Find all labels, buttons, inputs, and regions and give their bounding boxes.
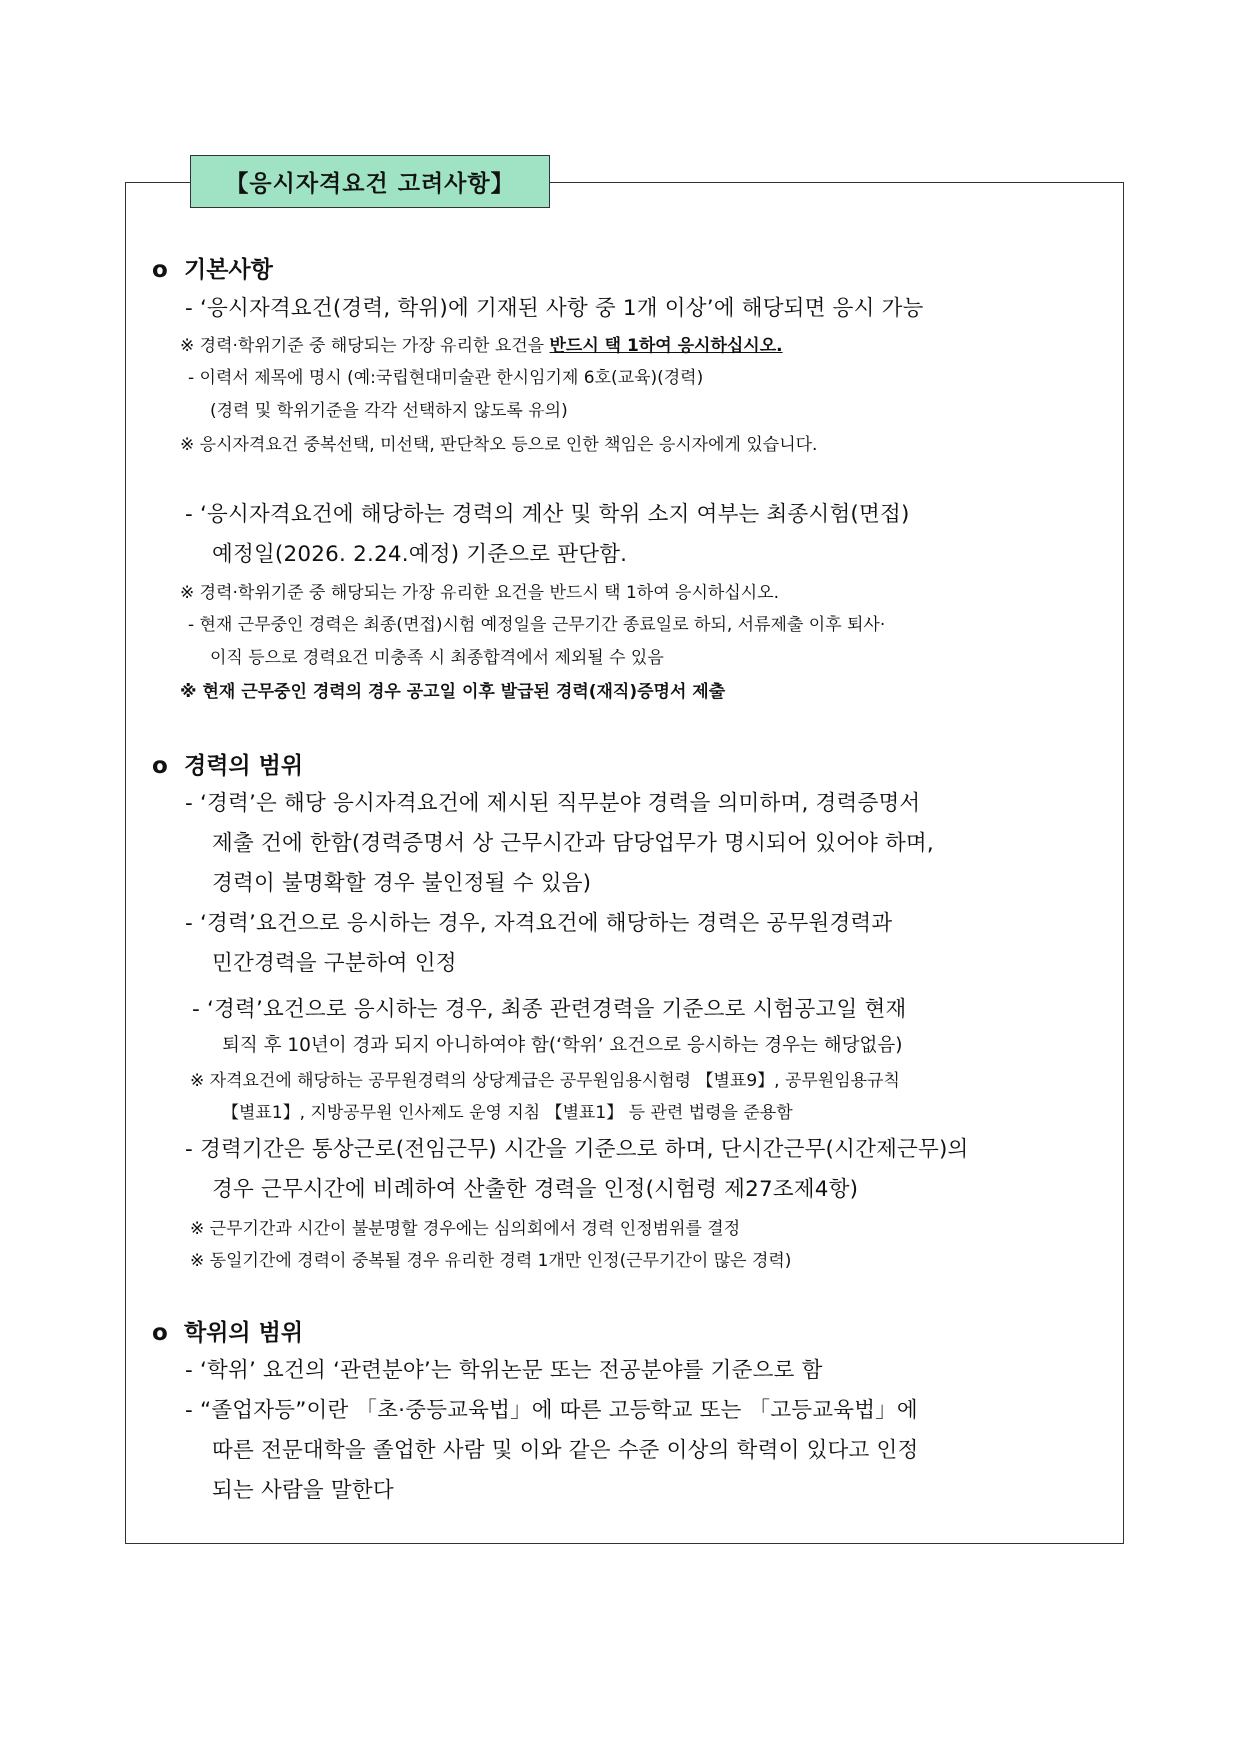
section-heading-degree	[152, 1314, 303, 1347]
basic-line-10: 이직 등으로 경력요건 미충족 시 최종합격에서 제외될 수 있음	[210, 648, 664, 668]
section-title: 경력의 범위	[184, 753, 304, 779]
degree-line-3: 따른 전문대학을 졸업한 사람 및 이와 같은 수준 이상의 학력이 있다고 인정	[212, 1438, 919, 1463]
section-heading-basic	[152, 251, 273, 284]
career-note-1: ※ 자격요건에 해당하는 공무원경력의 상당계급은 공무원임용시험령 【별표9】, 공무원임용규칙	[190, 1071, 900, 1091]
section-title: 기본사항	[184, 257, 273, 283]
basic-line-3: - 이력서 제목에 명시 (예:국립현대미술관 한시임기제 6호(교육)(경력)	[188, 368, 704, 388]
section-marker: o	[152, 257, 168, 283]
degree-line-2: - “졸업자등”이란 「초·중등교육법」에 따른 고등학교 또는 「고등교육법」에	[185, 1398, 918, 1423]
basic-line-1: - ‘응시자격요건(경력, 학위)에 기재된 사항 중 1개 이상’에 해당되면 응시 가능	[185, 296, 924, 321]
basic-line-4: (경력 및 학위기준을 각각 선택하지 않도록 유의)	[210, 401, 568, 421]
basic-note-4: ※ 현재 근무중인 경력의 경우 공고일 이후 발급된 경력(재직)증명서 제출	[180, 682, 726, 702]
section-marker: o	[152, 1320, 168, 1346]
basic-note-1-text: ※ 경력·학위기준 중 해당되는 가장 유리한 요건을	[180, 336, 550, 356]
career-line-6: - ‘경력’요건으로 응시하는 경우, 최종 관련경력을 기준으로 시험공고일 현재	[192, 997, 907, 1022]
basic-note-1-emphasis: 반드시 택 1하여 응시하십시오.	[549, 336, 783, 356]
document-title: 【응시자격요건 고려사항】	[190, 155, 550, 208]
career-line-10: - 경력기간은 통상근로(전임근무) 시간을 기준으로 하며, 단시간근무(시간제근무)의	[185, 1137, 969, 1162]
degree-line-4: 되는 사람을 말한다	[212, 1478, 394, 1503]
career-line-4: - ‘경력’요건으로 응시하는 경우, 자격요건에 해당하는 경력은 공무원경력과	[185, 911, 893, 936]
career-line-1: - ‘경력’은 해당 응시자격요건에 제시된 직무분야 경력을 의미하며, 경력증명서	[185, 791, 921, 816]
basic-note-1	[180, 331, 783, 356]
career-line-7: 퇴직 후 10년이 경과 되지 아니하여야 함(‘학위’ 요건으로 응시하는 경우는 해당없음)	[222, 1035, 903, 1056]
section-title: 학위의 범위	[184, 1320, 304, 1346]
career-note-2: ※ 근무기간과 시간이 불분명할 경우에는 심의회에서 경력 인정범위를 결정	[190, 1219, 741, 1239]
career-line-2: 제출 건에 한함(경력증명서 상 근무시간과 담당업무가 명시되어 있어야 하며,	[212, 831, 934, 856]
basic-line-9: - 현재 근무중인 경력은 최종(면접)시험 예정일을 근무기간 종료일로 하되, 서류제출 이후 퇴사·	[188, 615, 886, 635]
career-line-3: 경력이 불명확할 경우 불인정될 수 있음)	[212, 871, 592, 896]
basic-note-3: ※ 경력·학위기준 중 해당되는 가장 유리한 요건을 반드시 택 1하여 응시하십시오.	[180, 583, 779, 603]
career-line-11: 경우 근무시간에 비례하여 산출한 경력을 인정(시험령 제27조제4항)	[212, 1177, 859, 1202]
basic-note-2: ※ 응시자격요건 중복선택, 미선택, 판단착오 등으로 인한 책임은 응시자에게 있습니다.	[180, 435, 818, 455]
career-line-5: 민간경력을 구분하여 인정	[212, 951, 457, 976]
section-heading-career	[152, 747, 303, 780]
section-marker: o	[152, 753, 168, 779]
career-note-3: ※ 동일기간에 경력이 중복될 경우 유리한 경력 1개만 인정(근무기간이 많은 경력)	[190, 1251, 792, 1271]
basic-line-6: - ‘응시자격요건에 해당하는 경력의 계산 및 학위 소지 여부는 최종시험(면접)	[185, 502, 910, 527]
career-note-1-cont: 【별표1】, 지방공무원 인사제도 운영 지침 【별표1】 등 관련 법령을 준용함	[222, 1103, 793, 1123]
basic-line-7: 예정일(2026. 2.24.예정) 기준으로 판단함.	[212, 542, 628, 567]
degree-line-1: - ‘학위’ 요건의 ‘관련분야’는 학위논문 또는 전공분야를 기준으로 함	[185, 1358, 823, 1383]
